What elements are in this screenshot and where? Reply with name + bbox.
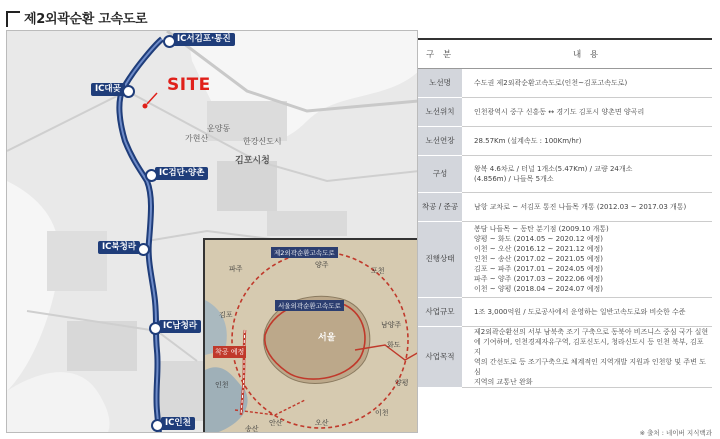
row-value	[462, 68, 712, 97]
inset-city: 양주	[315, 261, 329, 269]
source-note: ※ 출처 : 네이버 지식백과	[639, 429, 712, 437]
interchange-label: IC남청라	[159, 320, 201, 333]
table-header-row	[418, 39, 712, 68]
inset-city: 포천	[371, 267, 385, 275]
inset-city: 안산	[269, 419, 283, 427]
route-map	[6, 30, 418, 433]
info-table	[418, 38, 712, 388]
map-place-label: 가현산	[185, 134, 209, 143]
info-table-wrap	[418, 38, 712, 388]
interchange-label: IC북청라	[98, 241, 140, 254]
row-value-line: 28.57Km (설계속도 : 100Km/hr)	[474, 136, 582, 145]
table-row	[418, 297, 712, 326]
row-label: 진행상태	[418, 221, 462, 297]
row-label: 노선연장	[418, 126, 462, 155]
row-value	[462, 155, 712, 192]
section-title	[6, 5, 147, 29]
inset-tag: 서울외곽순환고속도로	[275, 300, 344, 311]
row-value-line: 김포 ~ 파주 (2017.01 ~ 2024.05 예정)	[474, 265, 604, 273]
table-row	[418, 97, 712, 126]
table-row	[418, 192, 712, 221]
row-value	[462, 297, 712, 326]
table-row	[418, 221, 712, 297]
interchange-label: IC인천	[161, 417, 195, 430]
interchange-label: IC대곶	[91, 83, 125, 96]
table-row	[418, 126, 712, 155]
row-value-line: 이천 ~ 오산 (2016.12 ~ 2021.12 예정)	[474, 245, 604, 253]
inset-seoul-label: 서울	[318, 333, 336, 343]
table-row	[418, 326, 712, 387]
row-value-line: 파주 ~ 양주 (2017.03 ~ 2022.06 예정)	[474, 275, 604, 283]
row-value-line: 제2외곽순환선의 서부 남북축 조기 구축으로 동북아 비즈니스 중심 국가 실현	[474, 327, 709, 336]
inset-city: 이천	[375, 409, 389, 417]
row-value	[462, 221, 712, 297]
header-content: 내 용	[462, 39, 712, 68]
page-title: 제2외곽순환 고속도로	[24, 11, 148, 27]
row-label: 사업규모	[418, 297, 462, 326]
interchange-label: IC검단·양촌	[155, 167, 208, 180]
inset-red-tag: 착공 예정	[215, 348, 245, 356]
row-label: 노선위치	[418, 97, 462, 126]
inset-city: 화도	[387, 341, 401, 349]
map-place-label: 운양동	[207, 124, 231, 133]
inset-city: 오산	[315, 419, 329, 427]
table-row	[418, 68, 712, 97]
inset-city: 양평	[395, 379, 409, 387]
row-value	[462, 126, 712, 155]
row-value	[462, 326, 712, 387]
inset-city: 송산	[245, 425, 259, 433]
bracket-icon	[6, 11, 20, 27]
inset-city: 파주	[229, 265, 243, 273]
row-value-line: 수도권 제2외곽순환고속도로(인천~김포고속도로)	[474, 78, 628, 87]
row-value-line: 역의 간선도로 등 조기구축으로 체계적인 지역개발 지원과 인천항 및 주변 도심	[474, 357, 706, 376]
row-value-line: 남항 교차로 ~ 서김포 통진 나들목 개통 (2012.03 ~ 2017.03 개통)	[474, 202, 687, 211]
row-value-line: 지역의 교통난 완화	[474, 377, 533, 386]
row-label: 착공 / 준공	[418, 192, 462, 221]
row-value-line: (4.856m) / 나들목 5개소	[474, 174, 554, 183]
inset-city: 인천	[215, 381, 229, 389]
city-hall-label: 김포시청	[235, 156, 270, 166]
inset-city: 김포	[219, 311, 233, 319]
row-label: 구성	[418, 155, 462, 192]
row-value	[462, 192, 712, 221]
row-label: 사업목적	[418, 326, 462, 387]
row-value-line: 인천광역시 중구 신흥동 ↔ 경기도 김포시 양촌면 양곡리	[474, 107, 645, 116]
row-value	[462, 97, 712, 126]
row-value-line: 이천 ~ 양평 (2018.04 ~ 2024.07 예정)	[474, 285, 604, 293]
inset-tag: 제2외곽순환고속도로	[271, 247, 338, 258]
row-value-line: 양평 ~ 화도 (2014.05 ~ 2020.12 예정)	[474, 235, 604, 243]
row-value-line: 왕복 4.6차로 / 터널 1개소(5.47Km) / 교량 24개소	[474, 164, 633, 173]
inset-city: 남양주	[381, 321, 402, 329]
row-value-line: 인천 ~ 송산 (2017.02 ~ 2021.05 예정)	[474, 255, 604, 263]
interchange-label: IC서김포·통진	[173, 33, 235, 46]
row-label: 노선명	[418, 68, 462, 97]
header-category: 구 분	[418, 39, 462, 68]
map-place-label: 한강신도시	[243, 137, 282, 146]
row-value-line: 에 기여하며, 인천경제자유구역, 김포신도시, 청라신도시 등 인천 북부, 김포 지	[474, 337, 704, 356]
table-row	[418, 155, 712, 192]
row-value-line: 봉담 나들목 ~ 동탄 분기점 (2009.10 개통)	[474, 225, 609, 233]
inset-map	[203, 238, 418, 433]
row-value-line: 1조 3,000억원 / 도로공사에서 운영하는 일반고속도로와 비슷한 수준	[474, 307, 686, 316]
site-label: SITE	[167, 75, 211, 95]
